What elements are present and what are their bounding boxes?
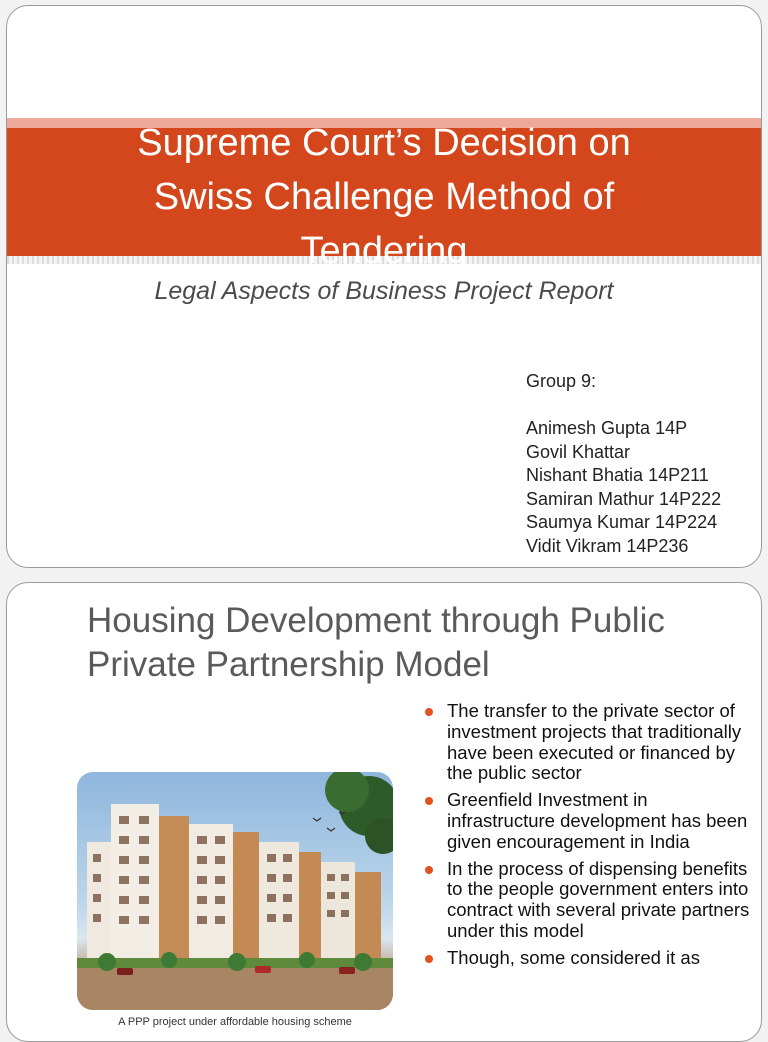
slide-heading-line: Housing Development through Public [87, 601, 665, 640]
member-name: Animesh Gupta 14P [526, 418, 688, 438]
slide-title-line: Tendering [300, 230, 468, 272]
member-name: Vidit Vikram 14P236 [526, 535, 689, 556]
member-name: Saumya Kumar 14P224 [526, 512, 718, 532]
title-slide [6, 5, 762, 568]
slide-subtitle: Legal Aspects of Business Project Report [154, 277, 614, 305]
slide-title [7, 116, 761, 278]
member-name: Samiran Mathur 14P222 [526, 488, 722, 509]
slide-title-line: Swiss Challenge Method of [153, 176, 615, 218]
bullet-item: In the process of dispensing benefits to the people government enters into contract with several private partners under this model [421, 859, 751, 942]
member-name: Nishant Bhatia 14P211 [526, 465, 709, 485]
slide-heading-line: Private Partnership Model [87, 645, 490, 684]
group-label: Group 9: [526, 371, 597, 391]
bullet-item: Greenfield Investment in infrastructure development has been given encouragement in India [421, 790, 751, 852]
slide-heading [87, 599, 757, 687]
bullet-list [421, 701, 751, 975]
photo-caption: A PPP project under affordable housing scheme [118, 1016, 352, 1028]
group-members [526, 370, 721, 558]
member-name: Govil Khattar [526, 441, 631, 462]
slide-title-line: Supreme Court’s Decision on [137, 122, 631, 164]
housing-project-photo [77, 772, 393, 1010]
bullet-item: The transfer to the private sector of investment projects that traditionally have been executed or financed by the public sector [421, 701, 751, 784]
content-slide [6, 582, 762, 1042]
bullet-item: Though, some considered it as [421, 948, 751, 969]
apartment-illustration [77, 772, 393, 1010]
